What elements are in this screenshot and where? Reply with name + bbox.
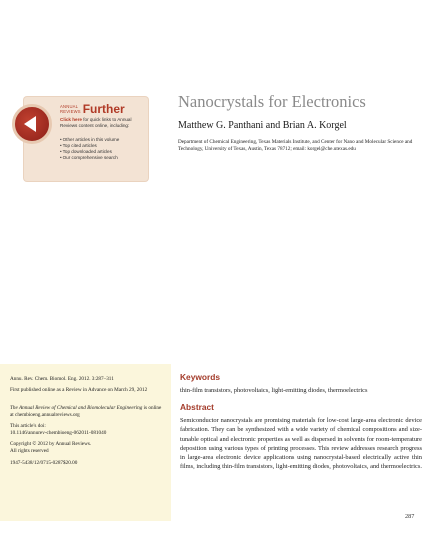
first-published: First published online as a Review in Advance on March 29, 2012: [10, 387, 148, 393]
keywords-heading: Keywords: [180, 372, 221, 382]
left-arrow-icon[interactable]: [12, 104, 52, 144]
link-top-cited[interactable]: • Top cited articles: [60, 143, 119, 149]
page-number: 287: [405, 513, 415, 520]
link-comprehensive-search[interactable]: • Our comprehensive search: [60, 155, 119, 161]
article-title: Nanocrystals for Electronics: [178, 92, 366, 111]
author-affiliation: Department of Chemical Engineering, Texas Materials Institute, and Center for Nano and Molecular Science and Technology, University of Texas, Austin, Texas 78712; email: korgel@che.utexas.edu: [178, 139, 413, 152]
further-links: [60, 137, 119, 161]
doi-value[interactable]: 10.1146/annurev-chembioeng-062011-081040: [10, 429, 107, 436]
abstract-heading: Abstract: [180, 402, 214, 412]
article-info-sidebar: [0, 364, 171, 521]
annual-reviews-further-logo: ANNUAL REVIEWS Further: [60, 102, 125, 116]
citation: Annu. Rev. Chem. Biomol. Eng. 2012. 3:287–311: [10, 376, 114, 382]
click-here-link[interactable]: Click here: [60, 117, 82, 122]
further-box[interactable]: [24, 97, 148, 181]
keywords-text: thin-film transistors, photovoltaics, light-emitting diodes, thermoelectrics: [180, 387, 368, 394]
article-authors: Matthew G. Panthani and Brian A. Korgel: [178, 120, 347, 131]
link-top-downloaded[interactable]: • Top downloaded articles: [60, 149, 119, 155]
issn: 1947-5438/12/0715-0287$20.00: [10, 460, 78, 466]
link-other-articles[interactable]: • Other articles in this volume: [60, 137, 119, 143]
copyright: Copyright © 2012 by Annual Reviews. All rights reserved: [10, 441, 92, 454]
journal-online: The Annual Review of Chemical and Biomolecular Engineering is online at chembioeng.annualreviews.org: [10, 405, 162, 418]
abstract-text: Semiconductor nanocrystals are promising materials for low-cost large-area electronic device fabrication. They can be synthesized with a wide variety of chemical compositions and size-tunable optical and electronic properties as well as dispersed in solvents for room-temperature deposition using various types of printing processes. This review addresses research progress in large-area electronic device applications using nanocrystal-based electrically active thin films, including thin-film transistors, light-emitting diodes, photovoltaics, and thermoelectrics.: [180, 417, 422, 471]
further-description: Click here for quick links to Annual Reviews content online, including:: [60, 117, 132, 128]
doi-block: This article's doi: 10.1146/annurev-chembioeng-062011-081040: [10, 423, 107, 436]
